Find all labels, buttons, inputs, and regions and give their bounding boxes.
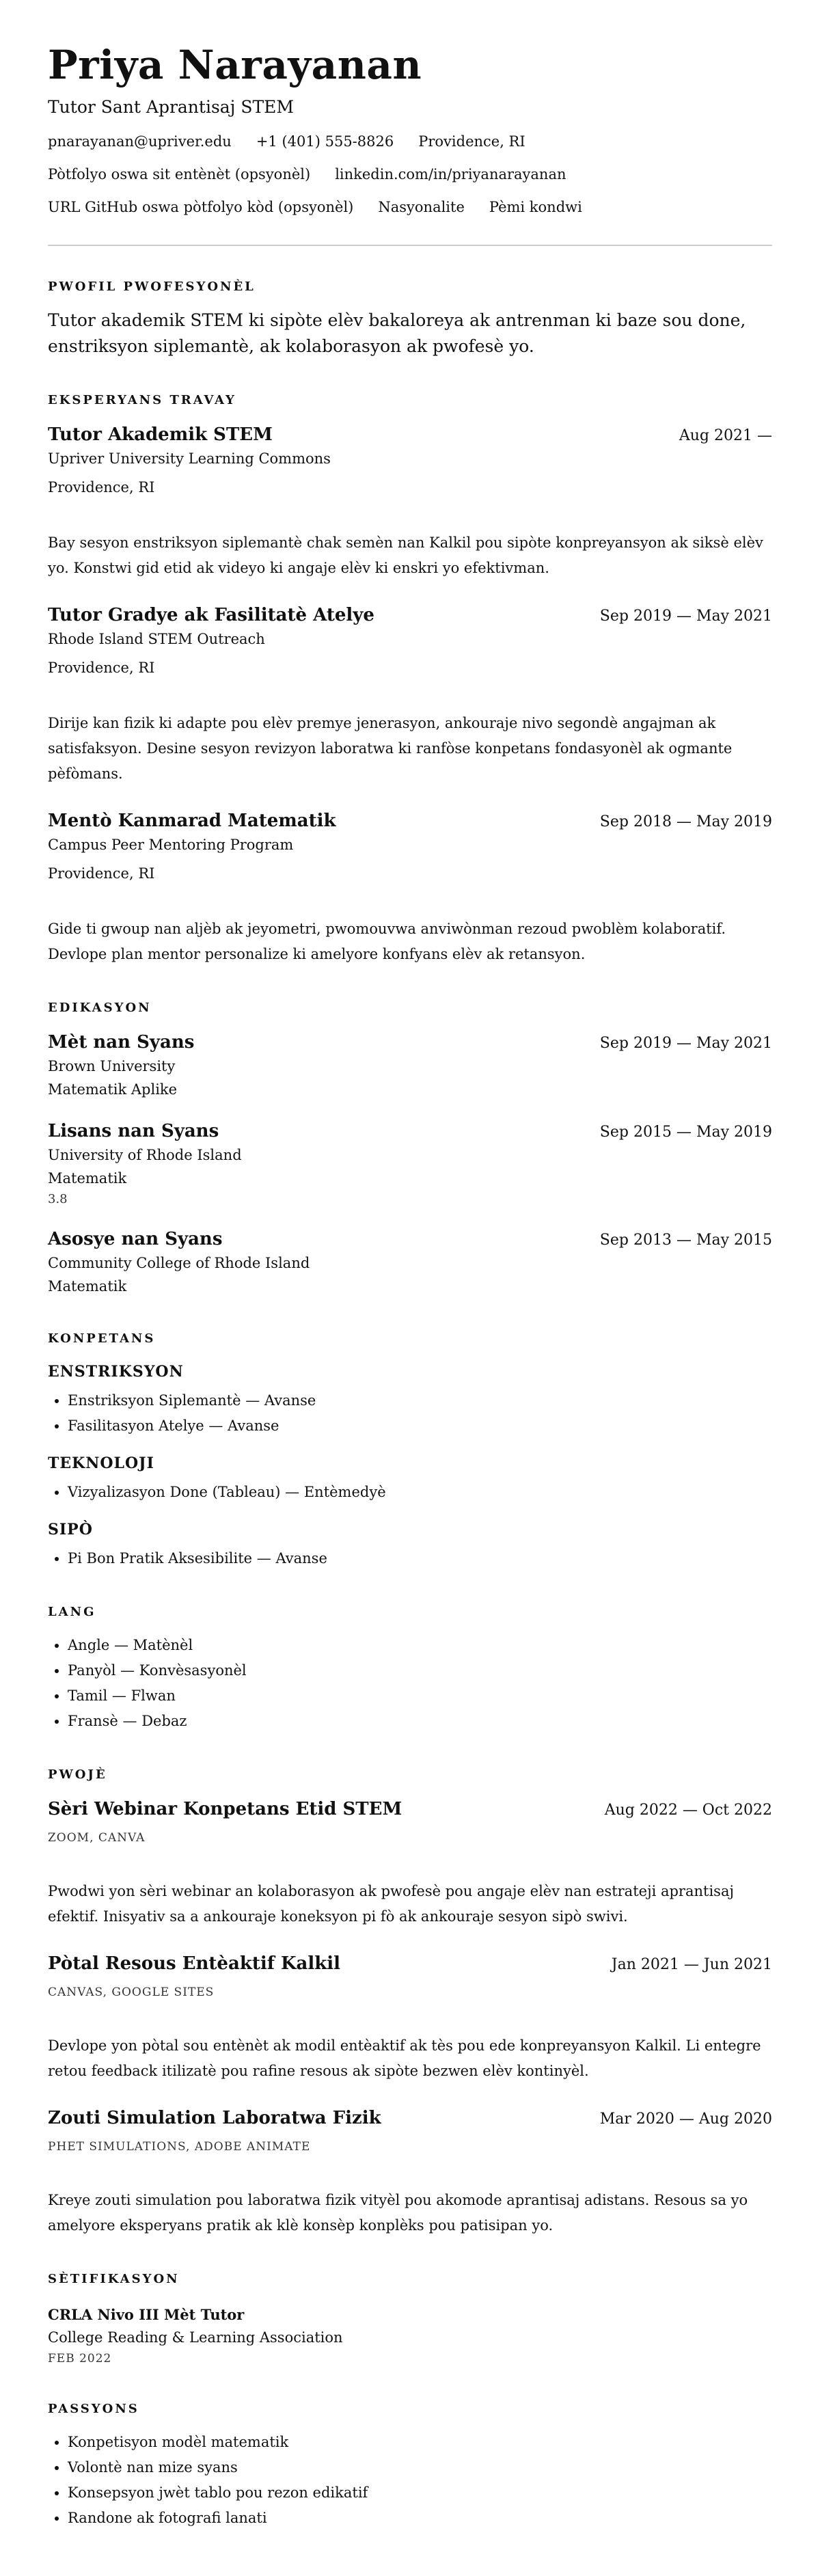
skill-item: • Enstriksyon Siplemantè — Avanse [68, 1388, 772, 1413]
section-title-skills: KONPETANS [48, 1331, 156, 1346]
job-title: Tutor Akademik STEM [48, 424, 273, 445]
certification-date: FEB 2022 [48, 2352, 112, 2365]
interest-item: • Randone ak fotografi lanati [68, 2506, 772, 2531]
contact-github[interactable]: URL GitHub oswa pòtfolyo kòd (opsyonèl) [48, 199, 354, 215]
field-of-study: Matematik Aplike [48, 1081, 178, 1098]
education-dates: Sep 2019 — May 2021 [599, 1035, 772, 1052]
project-dates: Aug 2022 — Oct 2022 [604, 1802, 772, 1819]
job-title: Mentò Kanmarad Matematik [48, 811, 336, 831]
contact-location: Providence, RI [418, 133, 525, 150]
section-title-experience: EKSPERYANS TRAVAY [48, 393, 236, 407]
job-location: Providence, RI [48, 479, 155, 496]
contact-drivers-license: Pèmi kondwi [489, 199, 582, 215]
degree-title: Asosye nan Syans [48, 1229, 223, 1249]
interest-item: • Konsepsyon jwèt tablo pou rezon edikatif [68, 2480, 772, 2506]
education-dates: Sep 2015 — May 2019 [599, 1124, 772, 1141]
contact-row-1 [48, 131, 772, 152]
project-description: Pwodwi yon sèri webinar an kolaborasyon ak pwofesè pou angaje elèv nan estrateji aprantisaj efektif. Inisyativ sa a ankouraje koneksyon pi fò ak ankouraje sesyon sipò swivi. [48, 1883, 734, 1925]
interest-list [48, 2430, 772, 2531]
project-entry [48, 2106, 772, 2238]
skill-category: SIPÒ [48, 1521, 93, 1538]
candidate-name: Priya Narayanan [48, 42, 422, 88]
job-description: Gide ti gwoup nan aljèb ak jeyometri, pwomouvwa anviwònman rezoud pwoblèm kolaboratif. Devlope plan mentor personalize ki amelyore konfyans elèv ak retansyon. [48, 921, 726, 962]
project-entry [48, 1951, 772, 2084]
resume-page [48, 42, 772, 2531]
job-description: Bay sesyon enstriksyon siplemantè chak semèn nan Kalkil pou sipòte konpreyansyon ak siksè elèv yo. Konstwi gid etid ak videyo ki angaje elèv ki enskri yo efektivman. [48, 534, 763, 576]
language-list [48, 1633, 772, 1734]
section-title-languages: LANG [48, 1605, 96, 1619]
experience-entry [48, 422, 772, 581]
section-title-projects: PWOJÈ [48, 1767, 107, 1782]
language-item: • Panyòl — Konvèsasyonèl [68, 1658, 772, 1683]
project-dates: Jan 2021 — Jun 2021 [611, 1956, 772, 1973]
header-divider [48, 245, 772, 246]
profile-summary: Tutor akademik STEM ki sipòte elèv bakaloreya ak antrenman ki baze sou done, enstriksyon siplemantè, ak kolaborasyon ak pwofesè yo. [48, 310, 746, 356]
section-title-education: EDIKASYON [48, 1001, 152, 1015]
job-location: Providence, RI [48, 865, 155, 882]
job-dates: Sep 2019 — May 2021 [599, 608, 772, 625]
skill-list [48, 1388, 772, 1439]
language-item: • Fransè — Debaz [68, 1709, 772, 1734]
school-name: Community College of Rhode Island [48, 1255, 310, 1271]
certification-issuer: College Reading & Learning Association [48, 2329, 343, 2346]
job-organization: Upriver University Learning Commons [48, 450, 331, 467]
education-dates: Sep 2013 — May 2015 [599, 1232, 772, 1249]
experience-entry [48, 809, 772, 967]
language-item: • Angle — Matènèl [68, 1633, 772, 1658]
education-entry [48, 1227, 772, 1298]
contact-email[interactable]: pnarayanan@upriver.edu [48, 133, 232, 150]
contact-portfolio[interactable]: Pòtfolyo oswa sit entènèt (opsyonèl) [48, 166, 311, 182]
job-organization: Rhode Island STEM Outreach [48, 631, 265, 647]
contact-row-3 [48, 197, 772, 217]
contact-linkedin[interactable]: linkedin.com/in/priyanarayanan [335, 166, 566, 182]
school-name: Brown University [48, 1058, 176, 1074]
degree-title: Lisans nan Syans [48, 1121, 219, 1141]
job-description: Dirije kan fizik ki adapte pou elèv premye jenerasyon, ankouraje nivo segondè angajman ak satisfaksyon. Desine sesyon revizyon laboratwa ki ranfòse konpetans fondasyonèl ak ogmante pèfòmans. [48, 715, 733, 782]
section-title-certifications: SÈTIFIKASYON [48, 2272, 180, 2286]
contact-phone[interactable]: +1 (401) 555-8826 [256, 133, 394, 150]
job-location: Providence, RI [48, 660, 155, 676]
skill-item: • Fasilitasyon Atelye — Avanse [68, 1413, 772, 1439]
project-name: Pòtal Resous Entèaktif Kalkil [48, 1953, 341, 1974]
school-name: University of Rhode Island [48, 1147, 242, 1163]
certification-name: CRLA Nivo III Mèt Tutor [48, 2306, 245, 2323]
education-entry [48, 1030, 772, 1101]
degree-title: Mèt nan Syans [48, 1032, 195, 1053]
section-title-profile: PWOFIL PWOFESYONÈL [48, 280, 256, 294]
skill-category: ENSTRIKSYON [48, 1363, 184, 1381]
project-tech: CANVAS, GOOGLE SITES [48, 1985, 215, 1999]
gpa-value: 3.8 [48, 1192, 68, 1206]
skill-item: • Pi Bon Pratik Aksesibilite — Avanse [68, 1546, 772, 1571]
field-of-study: Matematik [48, 1278, 127, 1294]
job-title: Tutor Gradye ak Fasilitatè Atelye [48, 605, 374, 625]
interest-item: • Volontè nan mize syans [68, 2455, 772, 2480]
project-name: Zouti Simulation Laboratwa Fizik [48, 2108, 381, 2128]
project-dates: Mar 2020 — Aug 2020 [599, 2111, 772, 2128]
project-description: Kreye zouti simulation pou laboratwa fizik vityèl pou akomode aprantisaj adistans. Resous sa yo amelyore eksperyans pratik ak klè konsèp konplèks pou patisipan yo. [48, 2192, 748, 2234]
education-entry [48, 1119, 772, 1209]
skill-list [48, 1480, 772, 1505]
project-entry [48, 1797, 772, 1929]
section-title-interests: PASSYONS [48, 2402, 139, 2416]
language-item: • Tamil — Flwan [68, 1683, 772, 1709]
contact-row-2 [48, 164, 772, 185]
interest-item: • Konpetisyon modèl matematik [68, 2430, 772, 2455]
skill-category: TEKNOLOJI [48, 1454, 154, 1472]
job-dates: Sep 2018 — May 2019 [599, 813, 772, 830]
candidate-headline: Tutor Sant Aprantisaj STEM [48, 97, 295, 117]
job-dates: Aug 2021 — [679, 427, 772, 444]
project-name: Sèri Webinar Konpetans Etid STEM [48, 1799, 402, 1819]
skill-list [48, 1546, 772, 1571]
job-organization: Campus Peer Mentoring Program [48, 837, 294, 853]
contact-nationality: Nasyonalite [378, 199, 465, 215]
project-tech: PHET SIMULATIONS, ADOBE ANIMATE [48, 2140, 311, 2154]
skill-item: • Vizyalizasyon Done (Tableau) — Entèmedyè [68, 1480, 772, 1505]
field-of-study: Matematik [48, 1170, 127, 1187]
project-tech: ZOOM, CANVA [48, 1831, 146, 1845]
project-description: Devlope yon pòtal sou entènèt ak modil entèaktif ak tès pou ede konpreyansyon Kalkil. Li entegre retou feedback itilizatè pou rafine resous ak sipòte bezwen elèv kontinyèl. [48, 2037, 761, 2079]
experience-entry [48, 603, 772, 787]
